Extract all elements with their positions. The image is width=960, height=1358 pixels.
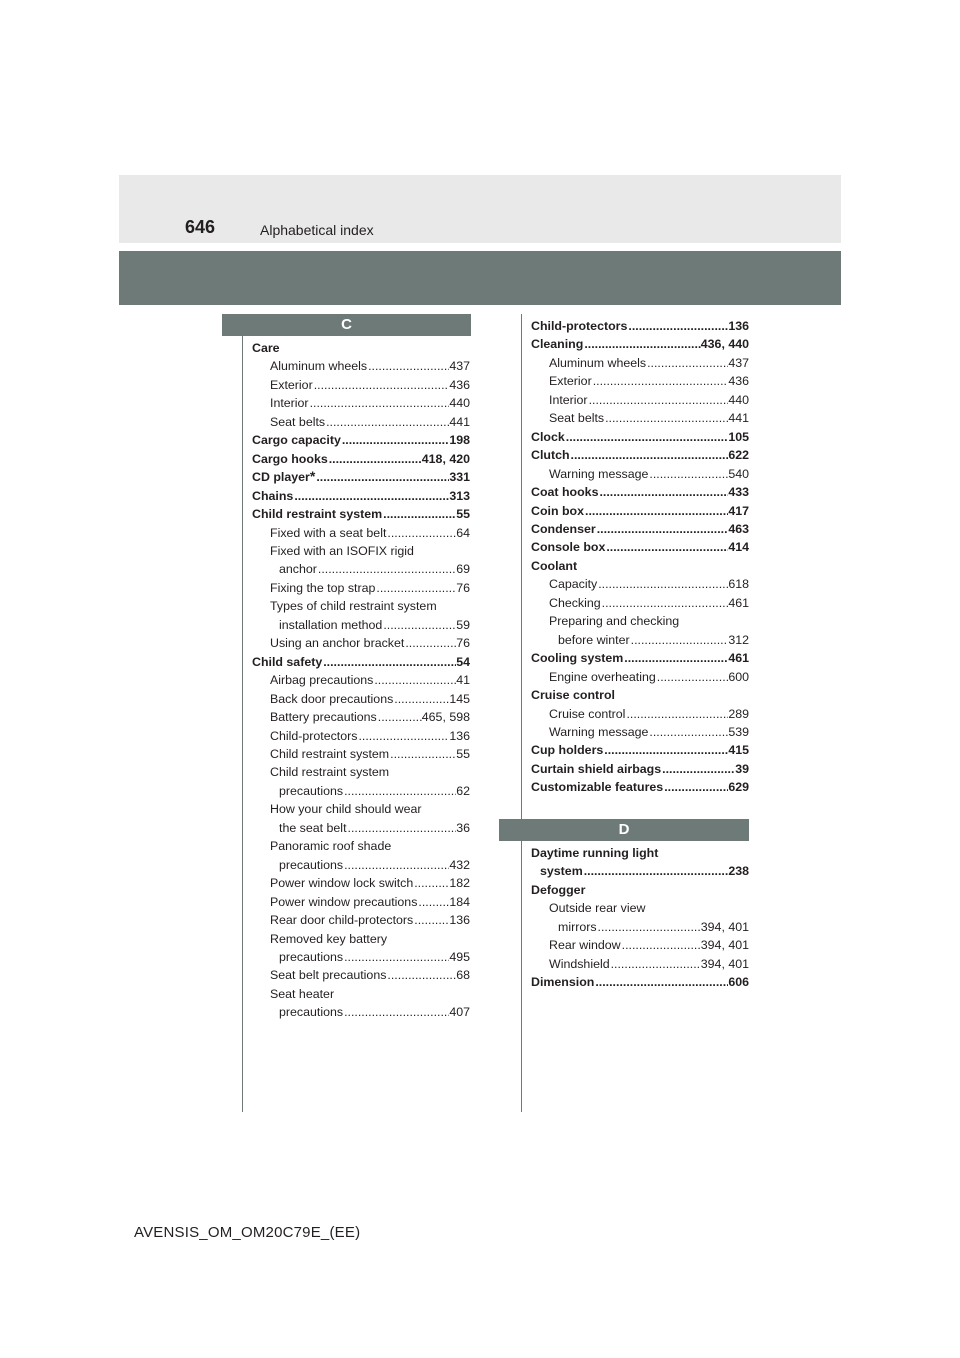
index-entry [252,542,470,579]
index-entry-text: precautions [279,949,344,964]
index-entry-text: Defogger [531,882,586,897]
index-column-right-d [531,844,749,992]
dot-leader [413,911,449,929]
index-entry-text: Cruise control [549,706,626,721]
dot-leader [393,690,449,708]
dot-leader [583,862,729,880]
index-entry [252,505,470,523]
index-entry [252,966,470,984]
index-entry [531,575,749,593]
dot-leader [596,520,729,538]
index-entry [252,837,470,874]
index-entry-page: 62 [456,783,470,798]
index-entry-page: 59 [456,617,470,632]
index-entry-text: Exterior [270,377,313,392]
index-entry [531,612,749,649]
index-entry [252,431,470,449]
index-entry-text: precautions [279,1005,344,1020]
header-band [119,175,841,243]
index-entry-text: Battery precautions [270,710,377,725]
index-entry [531,955,749,973]
index-entry [531,844,749,881]
index-entry-text: Coolant [531,558,578,573]
index-entry-page: 36 [456,820,470,835]
dot-leader [621,936,701,954]
index-entry-page: 407 [449,1005,470,1020]
index-entry-page: 465, 598 [421,710,470,725]
dot-leader [373,671,456,689]
index-entry-text: Seat belt precautions [270,968,387,983]
index-entry-text: Power window precautions [270,894,418,909]
index-entry [531,705,749,723]
index-entry [531,723,749,741]
document-code: AVENSIS_OM_OM20C79E_(EE) [134,1224,361,1241]
index-entry-text: Interior [549,392,588,407]
dot-leader [309,394,450,412]
dot-leader [627,317,728,335]
index-entry-text: Clutch [531,448,570,463]
index-entry-page: 437 [728,355,749,370]
index-entry-page: 394, 401 [700,919,749,934]
index-entry [531,686,749,704]
dot-leader [343,948,449,966]
index-entry-text: Types of child restraint system [270,599,437,614]
dot-leader [413,874,449,892]
index-entry-text: Child restraint system [270,765,390,780]
index-entry-page: 64 [456,525,470,540]
index-entry-page: 436, 440 [700,337,749,352]
index-entry-page: 394, 401 [700,956,749,971]
dot-leader [625,705,728,723]
index-entry-page: 539 [728,724,749,739]
index-entry-text: Rear door child-protectors [270,913,414,928]
dot-leader [343,1003,449,1021]
index-entry [252,487,470,505]
index-entry-page: 331 [449,470,470,485]
index-entry [531,778,749,796]
index-entry [531,465,749,483]
dot-leader [630,631,729,649]
dot-leader [565,428,729,446]
index-entry-text: Console box [531,540,606,555]
dot-leader [317,560,456,578]
dot-leader [610,955,701,973]
index-entry-text: Warning message [549,466,649,481]
index-entry-page: 39 [735,761,749,776]
dot-leader [646,354,728,372]
index-entry-text: Curtain shield airbags [531,761,662,776]
index-entry [252,376,470,394]
index-entry-page: 41 [456,673,470,688]
dot-leader [661,760,735,778]
index-entry-text: Engine overheating [549,669,656,684]
index-entry [531,520,749,538]
dot-leader [315,468,449,486]
dot-leader [656,668,729,686]
index-entry-page: 461 [728,651,749,666]
index-entry-text: Panoramic roof shade [270,839,392,854]
index-entry [531,409,749,427]
index-entry-text: Child restraint system [252,507,383,522]
page-number: 646 [185,217,216,237]
index-entry [252,450,470,468]
index-entry-text: Rear window [549,938,621,953]
section-letter-c: C [222,314,471,336]
index-entry [531,760,749,778]
index-entry-text: Care [252,341,280,355]
index-entry-page: 69 [456,562,470,577]
index-entry [531,538,749,556]
index-entry [531,372,749,390]
index-entry-text: Cruise control [531,688,615,703]
dot-leader [594,973,728,991]
dot-leader [604,409,728,427]
index-entry [252,985,470,1022]
index-entry-text: Windshield [549,956,610,971]
index-entry-text: Checking [549,595,601,610]
dot-leader [386,524,456,542]
index-entry-text: Customizable features [531,780,664,795]
index-entry-text: Warning message [549,724,649,739]
dot-leader [583,335,700,353]
dot-leader [588,391,729,409]
dot-leader [404,634,456,652]
index-entry-page: 394, 401 [700,938,749,953]
index-entry-page: 618 [728,577,749,592]
page-title: Alphabetical index [260,222,374,238]
index-entry-page: 313 [449,488,470,503]
index-entry [252,579,470,597]
index-entry-text: Coat hooks [531,485,599,500]
index-entry [252,763,470,800]
index-entry [531,428,749,446]
index-entry-text: system [540,864,583,879]
index-entry [531,594,749,612]
dot-leader [584,502,728,520]
index-entry-page: 238 [728,864,749,879]
index-entry-text: Removed key battery [270,931,388,946]
index-entry [252,708,470,726]
index-entry-page: 312 [728,632,749,647]
index-entry-text: Fixed with an ISOFIX rigid [270,543,414,558]
index-entry [531,317,749,335]
index-entry-text: the seat belt [279,820,347,835]
index-entry [531,741,749,759]
index-entry-page: 54 [456,654,470,669]
index-entry-text: Child-protectors [270,728,358,743]
index-entry [531,446,749,464]
index-entry-page: 540 [728,466,749,481]
index-entry-page: 463 [728,521,749,536]
index-entry [252,911,470,929]
index-entry [252,394,470,412]
dot-leader [325,413,449,431]
index-entry [531,936,749,954]
dot-leader [347,819,457,837]
index-entry [252,874,470,892]
index-entry-text: mirrors [558,919,597,934]
index-entry-page: 55 [456,746,470,761]
index-entry-text: Exterior [549,374,592,389]
dot-leader [623,649,728,667]
dot-leader [382,505,456,523]
index-entry [252,930,470,967]
index-entry [252,524,470,542]
index-entry [252,745,470,763]
index-entry [252,339,470,357]
index-entry [531,557,749,575]
index-entry-page: 461 [728,595,749,610]
index-entry-text: before winter [558,632,630,647]
index-entry-page: 105 [728,429,749,444]
dot-leader [386,966,456,984]
index-entry-page: 606 [728,975,749,990]
index-entry-page: 436 [728,374,749,389]
index-entry [531,649,749,667]
index-entry [531,391,749,409]
index-entry-text: Cup holders [531,743,604,758]
index-entry-text: Coin box [531,503,584,518]
index-entry-page: 440 [449,396,470,411]
index-entry-text: Back door precautions [270,691,394,706]
dot-leader [417,893,449,911]
index-entry-page: 441 [449,414,470,429]
index-entry-text: Clock [531,429,565,444]
index-entry-text: Preparing and checking [549,614,680,629]
index-entry-text: Seat belts [270,414,326,429]
index-entry [252,690,470,708]
index-entry-page: 414 [728,540,749,555]
index-entry-page: 415 [728,743,749,758]
index-entry-page: 417 [728,503,749,518]
index-entry [252,357,470,375]
index-entry-text: installation method [279,617,383,632]
dot-leader [343,782,456,800]
index-entry [252,597,470,634]
dot-leader [328,450,422,468]
index-entry-text: Cargo hooks [252,451,328,466]
index-entry-text: Daytime running light [531,846,659,860]
index-entry-page: 440 [728,392,749,407]
index-entry-text: Outside rear view [549,901,646,916]
index-entry-page: 437 [449,359,470,374]
index-entry [531,354,749,372]
header-dark-band [119,251,841,305]
index-entry-text: Aluminum wheels [270,359,368,374]
dot-leader [367,357,449,375]
index-entry-text: Seat heater [270,986,335,1001]
index-entry-page: 136 [449,913,470,928]
index-entry [531,502,749,520]
dot-leader [389,745,456,763]
index-entry [531,899,749,936]
index-entry-page: 600 [728,669,749,684]
index-entry-text: Cargo capacity [252,433,341,448]
index-entry [252,671,470,689]
index-entry-text: precautions [279,857,344,872]
index-entry-page: 432 [449,857,470,872]
index-entry [252,653,470,671]
index-entry-text: Cleaning [531,337,584,352]
index-entry-page: 495 [449,949,470,964]
index-entry-text: Seat belts [549,411,605,426]
right-column-divider [521,314,522,1112]
index-entry [252,634,470,652]
index-entry-text: Condenser [531,521,596,536]
index-entry-page: 136 [449,728,470,743]
index-entry-page: 629 [728,780,749,795]
index-entry-text: Capacity [549,577,598,592]
dot-leader [377,708,422,726]
index-entry [252,893,470,911]
index-entry [531,668,749,686]
index-entry-text: Dimension [531,975,595,990]
index-entry-page: 145 [449,691,470,706]
dot-leader [382,616,456,634]
dot-leader [597,918,701,936]
index-entry-page: 436 [449,377,470,392]
dot-leader [601,594,729,612]
index-entry-text: Airbag precautions [270,673,374,688]
index-entry-text: anchor [279,562,317,577]
index-entry-page: 418, 420 [421,451,470,466]
section-letter-d: D [499,819,749,841]
index-entry-text: Child-protectors [531,319,628,333]
index-entry-text: Child restraint system [270,746,390,761]
dot-leader [570,446,729,464]
index-entry [531,483,749,501]
index-entry-page: 441 [728,411,749,426]
index-entry-page: 184 [449,894,470,909]
index-entry-page: 136 [728,319,749,333]
dot-leader [648,723,728,741]
dot-leader [663,778,728,796]
index-entry [252,413,470,431]
index-entry-text: CD player [252,470,310,485]
index-entry-text: Cooling system [531,651,624,666]
index-entry: CD player * ..... 331 [252,468,470,486]
index-entry-text: How your child should wear [270,802,422,817]
index-entry-page: 76 [456,636,470,651]
dot-leader [293,487,449,505]
index-entry-text: Child safety [252,654,323,669]
index-entry-page: 622 [728,448,749,463]
index-entry-text: Fixing the top strap [270,580,376,595]
index-entry [531,335,749,353]
index-entry-page: 76 [456,580,470,595]
index-entry-page: 182 [449,876,470,891]
index-entry-text: Using an anchor bracket [270,636,405,651]
index-column-right-c [531,317,749,797]
index-entry-text: Power window lock switch [270,876,414,891]
index-entry [252,800,470,837]
left-column-divider [242,336,243,1112]
dot-leader [598,483,728,501]
dot-leader [313,376,450,394]
index-entry [531,881,749,899]
dot-leader [343,856,449,874]
index-entry-page: 433 [728,485,749,500]
index-entry-page: 55 [456,507,470,522]
index-entry [531,973,749,991]
dot-leader [648,465,728,483]
index-entry-page: 198 [449,433,470,448]
dot-leader [375,579,456,597]
index-column-left [252,339,470,1022]
index-entry-text: Fixed with a seat belt [270,525,387,540]
index-entry-text: Chains [252,488,294,503]
dot-leader [357,727,449,745]
index-entry-text: Aluminum wheels [549,355,647,370]
dot-leader [322,653,456,671]
dot-leader [341,431,449,449]
dot-leader [597,575,728,593]
index-entry-text: Interior [270,396,309,411]
index-entry-page: 68 [456,968,470,983]
index-entry [252,727,470,745]
dot-leader [603,741,728,759]
index-entry-text: precautions [279,783,344,798]
index-entry-page: 289 [728,706,749,721]
dot-leader [592,372,729,390]
dot-leader [605,538,728,556]
